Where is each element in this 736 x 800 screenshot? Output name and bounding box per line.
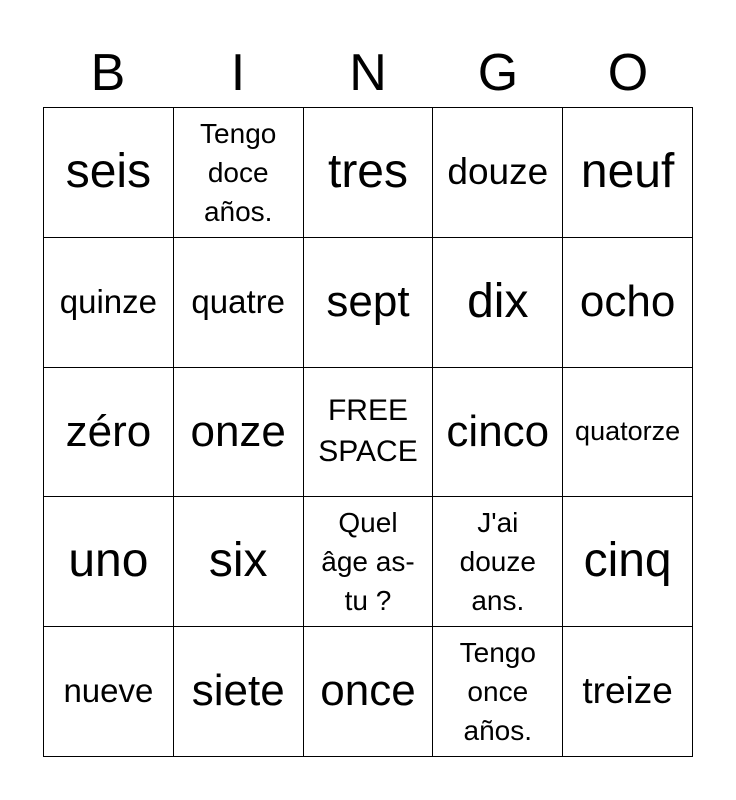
header-letter-n: N bbox=[349, 44, 387, 102]
bingo-cell[interactable] bbox=[174, 627, 304, 757]
cell-text: nueve bbox=[63, 672, 154, 710]
bingo-cell[interactable] bbox=[563, 627, 693, 757]
cell-text: Tengo doce años. bbox=[200, 117, 277, 227]
bingo-board bbox=[43, 107, 693, 757]
header-letter-i: I bbox=[230, 44, 246, 102]
header-letter-o: O bbox=[607, 44, 649, 102]
cell-text: uno bbox=[68, 534, 149, 588]
cell-text: neuf bbox=[580, 145, 675, 198]
cell-text: zéro bbox=[65, 406, 152, 456]
bingo-header bbox=[43, 40, 693, 106]
cell-text: seis bbox=[65, 145, 152, 198]
bingo-cell[interactable] bbox=[44, 238, 174, 368]
bingo-cell[interactable] bbox=[563, 497, 693, 627]
bingo-cell[interactable] bbox=[304, 497, 434, 627]
cell-text: ocho bbox=[579, 277, 676, 326]
cell-text: quatre bbox=[191, 283, 285, 321]
cell-text: Quel âge as-tu ? bbox=[321, 507, 415, 617]
cell-text: cinq bbox=[583, 534, 672, 588]
header-letter-g: G bbox=[477, 44, 519, 102]
free-space-cell[interactable] bbox=[304, 368, 434, 498]
bingo-cell[interactable] bbox=[44, 108, 174, 238]
bingo-cell[interactable] bbox=[174, 497, 304, 627]
cell-text: onze bbox=[190, 406, 286, 456]
cell-text: quatorze bbox=[575, 416, 681, 447]
cell-text: Tengo once años. bbox=[459, 636, 536, 747]
bingo-cell[interactable] bbox=[44, 627, 174, 757]
bingo-cell[interactable] bbox=[433, 238, 563, 368]
bingo-cell[interactable] bbox=[44, 368, 174, 498]
cell-text: quinze bbox=[59, 283, 158, 321]
cell-text: douze bbox=[447, 151, 549, 193]
header-letter-b: B bbox=[90, 44, 126, 102]
bingo-cell[interactable] bbox=[304, 627, 434, 757]
cell-text: siete bbox=[191, 666, 285, 716]
cell-text: FREE SPACE bbox=[318, 394, 418, 468]
bingo-cell[interactable] bbox=[433, 497, 563, 627]
cell-text: tres bbox=[327, 145, 408, 198]
cell-text: dix bbox=[467, 274, 529, 328]
cell-text: once bbox=[320, 666, 416, 716]
cell-text: cinco bbox=[446, 406, 550, 456]
bingo-cell[interactable] bbox=[44, 497, 174, 627]
bingo-cell[interactable] bbox=[433, 368, 563, 498]
bingo-cell[interactable] bbox=[304, 108, 434, 238]
bingo-cell[interactable] bbox=[563, 368, 693, 498]
cell-text: six bbox=[208, 534, 268, 588]
bingo-cell[interactable] bbox=[174, 368, 304, 498]
cell-text: treize bbox=[582, 670, 673, 712]
bingo-cell[interactable] bbox=[433, 627, 563, 757]
cell-text: sept bbox=[326, 277, 410, 326]
bingo-cell[interactable] bbox=[563, 108, 693, 238]
bingo-cell[interactable] bbox=[174, 238, 304, 368]
bingo-cell[interactable] bbox=[563, 238, 693, 368]
bingo-cell[interactable] bbox=[304, 238, 434, 368]
cell-text: J'ai douze ans. bbox=[459, 507, 536, 617]
bingo-cell[interactable] bbox=[433, 108, 563, 238]
bingo-cell[interactable] bbox=[174, 108, 304, 238]
